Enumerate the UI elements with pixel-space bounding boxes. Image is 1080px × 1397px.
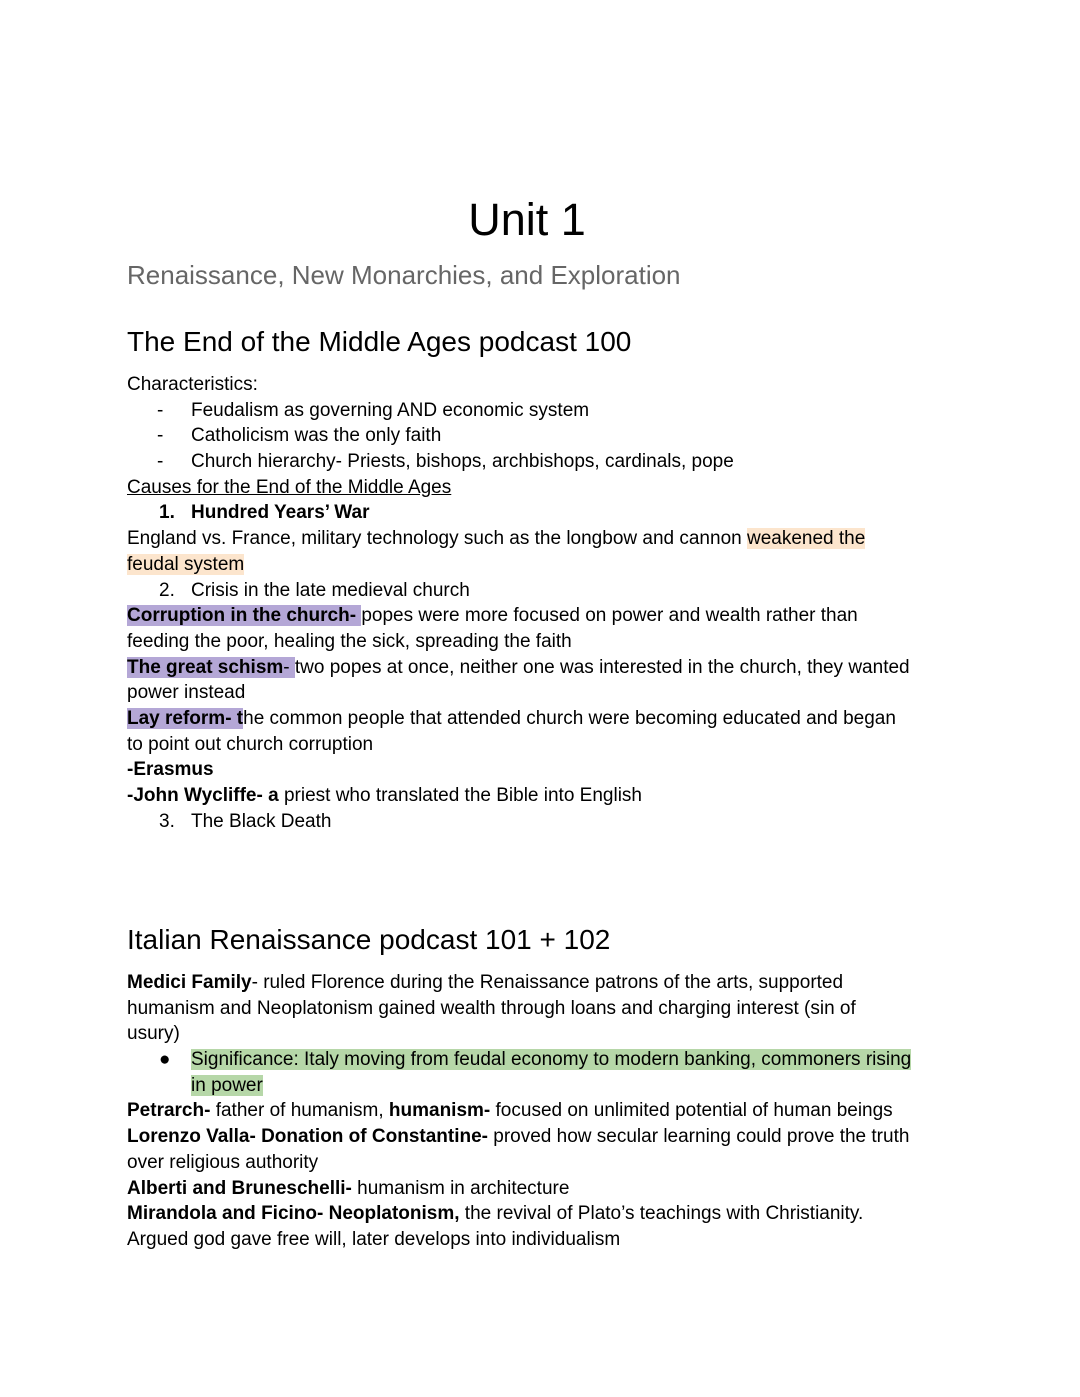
paragraph-text: humanism in architecture [351, 1177, 570, 1199]
paragraph-text: - ruled Florence during the Renaissance patrons of the arts, supported [251, 972, 844, 993]
paragraph-line [127, 552, 932, 578]
paragraph-text: he common people that attended church were becoming educated and began [243, 707, 896, 729]
list-item [127, 449, 932, 475]
paragraph-text: to point out church corruption [127, 733, 374, 755]
numbered-item [127, 809, 932, 835]
section-heading-italian-renaissance: Italian Renaissance podcast 101 + 102 [127, 924, 611, 955]
list-item [127, 398, 932, 424]
section-body-middle-ages [127, 372, 932, 834]
highlight-text: in power [191, 1074, 263, 1096]
number-marker: 2. [159, 579, 175, 601]
term-bold: Medici Family [127, 972, 252, 993]
list-item-text: Feudalism as governing AND economic system [191, 399, 590, 421]
term-separator: - [283, 656, 295, 678]
highlight-text: feudal system [127, 553, 245, 575]
list-item-text: Catholicism was the only faith [191, 425, 442, 447]
list-item-text: Church hierarchy- Priests, bishops, archbishops, cardinals, pope [191, 451, 734, 473]
paragraph-text: feeding the poor, healing the sick, spreading the faith [127, 630, 572, 652]
highlight-text: weakened the [746, 528, 866, 550]
numbered-item-title: Crisis in the late medieval church [191, 579, 470, 601]
paragraph-text: power instead [127, 682, 246, 704]
paragraph-text: father of humanism, [210, 1100, 389, 1122]
paragraph-text: Argued god gave free will, later develops into individualism [127, 1228, 621, 1250]
highlight-text: Significance: Italy moving from feudal economy to modern banking, commoners rising [191, 1049, 912, 1071]
term-bold: Mirandola and Ficino- Neoplatonism, [127, 1203, 460, 1225]
term-bold: -Erasmus [127, 759, 214, 781]
bullet-item-continuation [127, 1073, 932, 1099]
term-bold: Lorenzo Valla- Donation of Constantine- [127, 1126, 488, 1148]
paragraph-text: two popes at once, neither one was interested in the church, they wanted [294, 656, 910, 678]
paragraph-line [127, 1201, 932, 1227]
term-bold: -John Wycliffe- a [127, 785, 279, 806]
paragraph-text: over religious authority [127, 1151, 319, 1173]
paragraph-line [127, 603, 932, 629]
dash-marker: - [157, 399, 164, 421]
numbered-item-title: The Black Death [191, 810, 332, 832]
characteristics-label: Characteristics: [127, 374, 258, 395]
section-body-italian-renaissance [127, 970, 932, 1253]
document-title: Unit 1 [468, 194, 586, 245]
paragraph-text: proved how secular learning could prove the truth [488, 1126, 910, 1148]
list-item [127, 423, 932, 449]
dash-marker: - [157, 451, 164, 473]
paragraph-line [127, 1021, 932, 1047]
paragraph-text: the revival of Plato’s teachings with Christianity. [459, 1203, 864, 1225]
paragraph-line [127, 655, 932, 681]
paragraph-line [127, 629, 932, 655]
paragraph-line [127, 732, 932, 758]
causes-label: Causes for the End of the Middle Ages [127, 476, 452, 498]
paragraph-text: usury) [127, 1023, 180, 1045]
bullet-marker: ● [159, 1049, 171, 1071]
section-heading-middle-ages: The End of the Middle Ages podcast 100 [127, 326, 632, 357]
numbered-item [127, 578, 932, 604]
paragraph-line [127, 706, 932, 732]
dash-marker: - [157, 425, 164, 447]
paragraph-line [127, 1124, 932, 1150]
paragraph-line [127, 1176, 932, 1202]
paragraph-line [127, 970, 932, 996]
paragraph-line [127, 680, 932, 706]
paragraph-text: popes were more focused on power and wealth rather than [361, 605, 858, 627]
numbered-item-title: Hundred Years’ War [191, 502, 370, 524]
number-marker: 1. [159, 502, 175, 524]
paragraph-line [127, 996, 932, 1022]
paragraph-text: focused on unlimited potential of human beings [490, 1100, 893, 1122]
paragraph-line [127, 526, 932, 552]
term-highlight: Lay reform- t [127, 707, 244, 729]
paragraph-text: priest who translated the Bible into English [278, 785, 642, 806]
number-marker: 3. [159, 810, 175, 832]
paragraph-line [127, 783, 932, 809]
paragraph-line [127, 1227, 932, 1253]
term-highlight: Corruption in the church- [127, 605, 362, 627]
term-bold: humanism- [388, 1100, 491, 1122]
document-subtitle: Renaissance, New Monarchies, and Exploration [127, 260, 681, 290]
term-bold: Alberti and Bruneschelli- [127, 1177, 352, 1199]
paragraph-line [127, 1150, 932, 1176]
bullet-item [127, 1047, 932, 1073]
paragraph-text: humanism and Neoplatonism gained wealth through loans and charging interest (sin of [127, 997, 856, 1019]
term-bold: Petrarch- [127, 1100, 211, 1122]
paragraph-text: England vs. France, military technology such as the longbow and cannon [127, 528, 747, 550]
numbered-item [127, 500, 932, 526]
paragraph-line [127, 1098, 932, 1124]
paragraph-line [127, 757, 932, 783]
term-highlight: The great schism [127, 656, 284, 678]
